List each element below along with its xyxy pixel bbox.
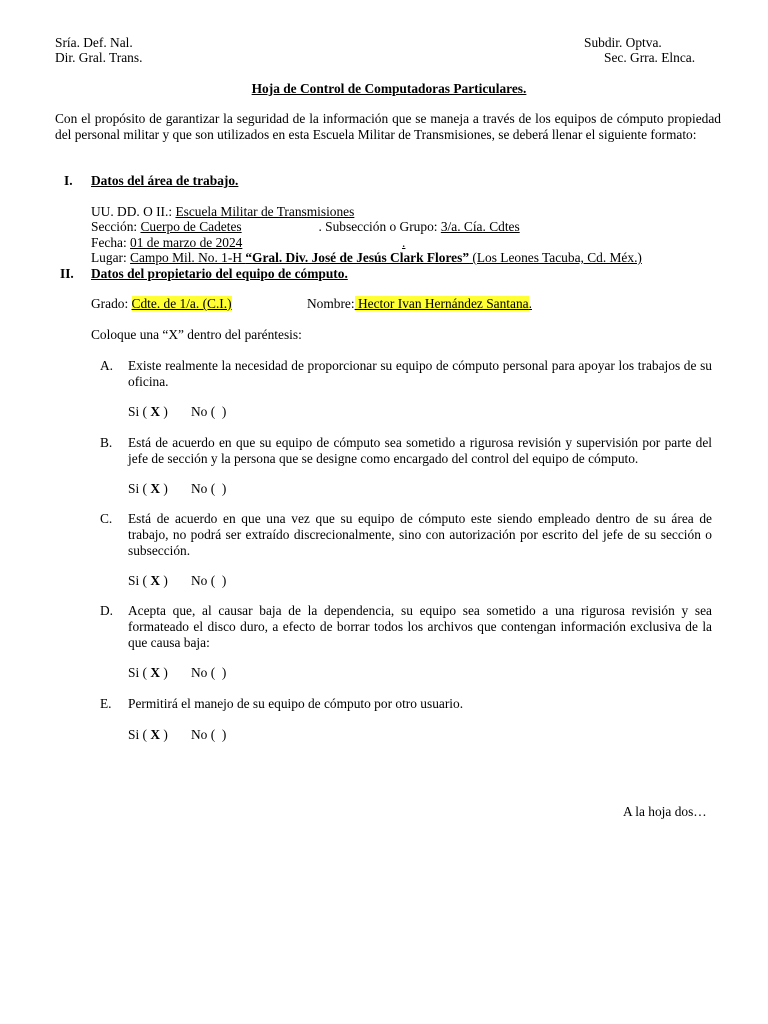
section2-number: II.	[60, 266, 74, 281]
seccion-label: Sección:	[91, 219, 141, 234]
si-mark: X	[150, 727, 160, 742]
question-e-no: No ( )	[191, 727, 227, 742]
si-label: Si (	[128, 665, 151, 680]
seccion-line	[91, 219, 586, 235]
unit-label: UU. DD. O II.:	[91, 204, 176, 219]
document-title: Hoja de Control de Computadoras Particulares.	[251, 81, 527, 96]
continuation-note: A la hoja dos…	[623, 804, 707, 819]
si-close: )	[160, 573, 168, 588]
question-c-no: No ( )	[191, 573, 227, 588]
section1-heading: Datos del área de trabajo.	[91, 173, 239, 188]
subseccion-value: 3/a. Cía. Cdtes	[440, 219, 520, 234]
fecha-end: .	[402, 235, 406, 250]
question-d-letter: D.	[100, 603, 114, 618]
question-a-letter: A.	[100, 358, 114, 373]
question-e-answer	[128, 727, 168, 743]
grado-line	[91, 296, 292, 312]
header-left-line2: Dir. Gral. Trans.	[55, 50, 143, 65]
grado-value: Cdte. de 1/a. (C.I.)	[131, 296, 232, 311]
nombre-end: .	[528, 296, 532, 311]
si-close: )	[160, 727, 168, 742]
si-close: )	[160, 404, 168, 419]
nombre-label: Nombre:	[307, 296, 355, 311]
si-close: )	[160, 481, 168, 496]
header-right-line1: Subdir. Optva.	[584, 35, 662, 50]
intro-paragraph: Con el propósito de garantizar la seguridad de la información que se maneja a través de los equipos de cómputo propiedad del personal militar y que son utilizados en esta Escuela Militar de Transmisiones, se deberá llenar el siguiente formato:	[55, 111, 721, 142]
section2-heading: Datos del propietario del equipo de cómputo.	[91, 266, 348, 281]
question-b-letter: B.	[100, 435, 113, 450]
question-d-no: No ( )	[191, 665, 227, 680]
question-c-letter: C.	[100, 511, 113, 526]
question-a-text: Existe realmente la necesidad de proporcionar su equipo de cómputo personal para apoyar los trabajos de su oficina.	[128, 358, 712, 389]
question-b-text: Está de acuerdo en que su equipo de cómputo sea sometido a rigurosa revisión y supervisión por parte del jefe de sección y la persona que se designe como encargado del control del equipo de cómputo.	[128, 435, 712, 466]
si-label: Si (	[128, 573, 151, 588]
header-right-line2: Sec. Grra. Elnca.	[604, 50, 696, 65]
question-d-answer	[128, 665, 168, 681]
si-mark: X	[150, 573, 160, 588]
question-c-text: Está de acuerdo en que una vez que su equipo de cómputo este siendo empleado dentro de su área de trabajo, no podrá ser extraído discrecionalmente, sino con autorización por escrito del jefe de su sección o subsección.	[128, 511, 712, 558]
section1-number: I.	[64, 173, 73, 188]
nombre-line	[307, 296, 532, 312]
question-b-answer	[128, 481, 168, 497]
question-b-no: No ( )	[191, 481, 227, 496]
si-close: )	[160, 665, 168, 680]
si-label: Si (	[128, 481, 151, 496]
lugar-label: Lugar:	[91, 250, 131, 265]
question-a-answer	[128, 404, 168, 420]
subseccion-label: . Subsección o Grupo:	[318, 219, 441, 234]
grado-label: Grado:	[91, 296, 132, 311]
si-mark: X	[150, 665, 160, 680]
seccion-value: Cuerpo de Cadetes	[140, 219, 242, 234]
si-label: Si (	[128, 404, 151, 419]
fecha-label: Fecha:	[91, 235, 131, 250]
si-label: Si (	[128, 727, 151, 742]
lugar-value-a: Campo Mil. No. 1-H	[130, 250, 246, 265]
nombre-value: Hector Ivan Hernández Santana	[354, 296, 529, 311]
question-e-letter: E.	[100, 696, 112, 711]
fecha-line	[91, 235, 405, 251]
lugar-line	[91, 250, 642, 266]
lugar-value-c: (Los Leones Tacuba, Cd. Méx.)	[469, 250, 642, 265]
fecha-value: 01 de marzo de 2024	[130, 235, 243, 250]
question-c-answer	[128, 573, 168, 589]
question-a-no: No ( )	[191, 404, 227, 419]
instruction-text: Coloque una “X” dentro del paréntesis:	[91, 327, 302, 342]
question-e-text: Permitirá el manejo de su equipo de cómputo por otro usuario.	[128, 696, 464, 711]
si-mark: X	[150, 481, 160, 496]
header-left-line1: Sría. Def. Nal.	[55, 35, 133, 50]
question-d-text: Acepta que, al causar baja de la dependencia, su equipo sea sometido a una rigurosa revisión y sea formateado el disco duro, a efecto de borrar todos los archivos que contengan información exclusiva de la que causa baja:	[128, 603, 712, 650]
unit-value: Escuela Militar de Transmisiones	[175, 204, 355, 219]
lugar-value-bold: “Gral. Div. José de Jesús Clark Flores”	[245, 250, 470, 265]
unit-line	[91, 204, 646, 220]
grado-value-field	[132, 296, 292, 312]
si-mark: X	[150, 404, 160, 419]
